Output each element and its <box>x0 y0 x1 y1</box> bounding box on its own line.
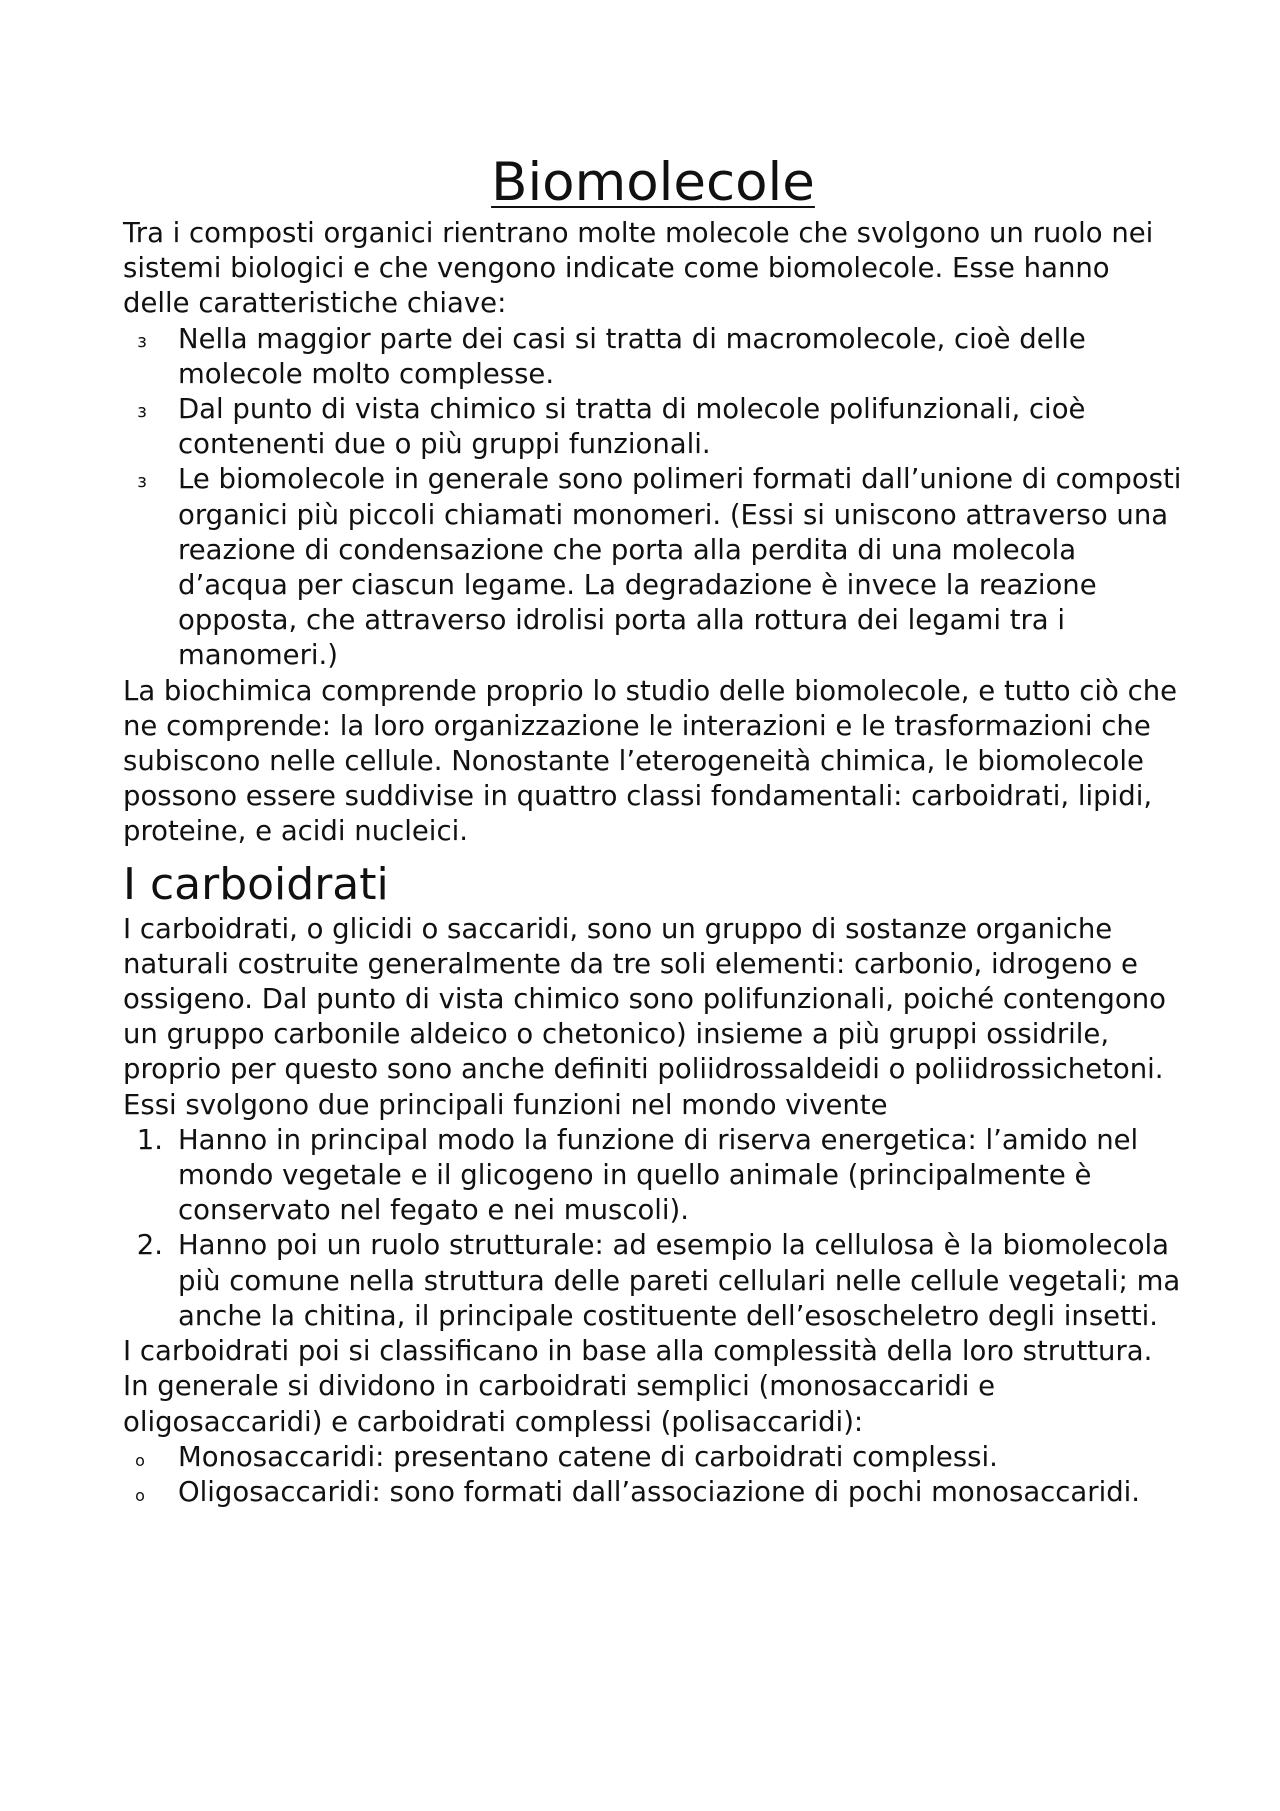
number-marker: 2. <box>136 1229 163 1262</box>
list-item-text: Monosaccaridi: presentano catene di carboidrati complessi. <box>178 1440 998 1473</box>
list-item-text: Dal punto di vista chimico si tratta di molecole polifunzionali, cioè contenenti due o più gruppi funzionali. <box>178 393 1086 461</box>
document-page <box>123 150 1183 1510</box>
list-item-text: Le biomolecole in generale sono polimeri formati dall’unione di composti organici più piccoli chiamati monomeri. (Essi si uniscono attraverso una reazione di condensazione che porta alla perdita di una molecola d’acqua per ciascun legame. La degradazione è invece la reazione opposta, che attraverso idrolisi porta alla rottura dei legami tra i manomeri.) <box>178 463 1182 672</box>
bullet-marker: з <box>137 401 147 423</box>
list-item <box>123 1440 1183 1475</box>
key-points-list <box>123 322 1183 674</box>
section-heading: I carboidrati <box>123 858 389 910</box>
list-item <box>123 1475 1183 1510</box>
list-item <box>123 392 1183 462</box>
bullet-marker: o <box>135 1450 145 1470</box>
bullet-marker: o <box>135 1485 145 1505</box>
carb-intro-paragraph: I carboidrati, o glicidi o saccaridi, sono un gruppo di sostanze organiche naturali costruite generalmente da tre soli elementi: carbonio, idrogeno e ossigeno. Dal punto di vista chimico sono polifunzionali, poiché contengono un gruppo carbonile aldeico o chetonico) insieme a più gruppi ossidrile, proprio per questo sono anche definiti poliidrossaldeidi o poliidrossichetoni. Essi svolgono due principali funzioni nel mondo vivente <box>123 912 1166 1121</box>
list-item-text: Hanno poi un ruolo strutturale: ad esempio la cellulosa è la biomolecola più comune nella struttura delle pareti cellulari nelle cellule vegetali; ma anche la chitina, il principale costituente dell’esoscheletro degli insetti. <box>178 1229 1181 1332</box>
types-list <box>123 1440 1183 1510</box>
list-item <box>123 322 1183 392</box>
intro-paragraph: Tra i composti organici rientrano molte molecole che svolgono un ruolo nei sistemi biologici e che vengono indicate come biomolecole. Esse hanno delle caratteristiche chiave: <box>123 217 1154 320</box>
bullet-marker: з <box>137 471 147 493</box>
functions-list <box>123 1123 1183 1334</box>
bullet-marker: з <box>137 330 147 352</box>
list-item-text: Nella maggior parte dei casi si tratta di macromolecole, cioè delle molecole molto complesse. <box>178 322 1086 390</box>
classification-paragraph: I carboidrati poi si classificano in base alla complessità della loro struttura. In generale si dividono in carboidrati semplici (monosaccaridi e oligosaccaridi) e carboidrati complessi (polisaccaridi): <box>123 1335 1153 1438</box>
list-item <box>123 462 1183 673</box>
list-item <box>123 1228 1183 1334</box>
biochem-paragraph: La biochimica comprende proprio lo studio delle biomolecole, e tutto ciò che ne comprende: la loro organizzazione le interazioni e le trasformazioni che subiscono nelle cellule. Nonostante l’eterogeneità chimica, le biomolecole possono essere suddivise in quattro classi fondamentali: carboidrati, lipidi, proteine, e acidi nucleici. <box>123 674 1178 848</box>
list-item <box>123 1123 1183 1229</box>
list-item-text: Oligosaccaridi: sono formati dall’associazione di pochi monosaccaridi. <box>178 1475 1141 1508</box>
page-title: Biomolecole <box>491 152 815 213</box>
list-item-text: Hanno in principal modo la funzione di riserva energetica: l’amido nel mondo vegetale e il glicogeno in quello animale (principalmente è conservato nel fegato e nei muscoli). <box>178 1123 1139 1227</box>
number-marker: 1. <box>136 1123 163 1156</box>
